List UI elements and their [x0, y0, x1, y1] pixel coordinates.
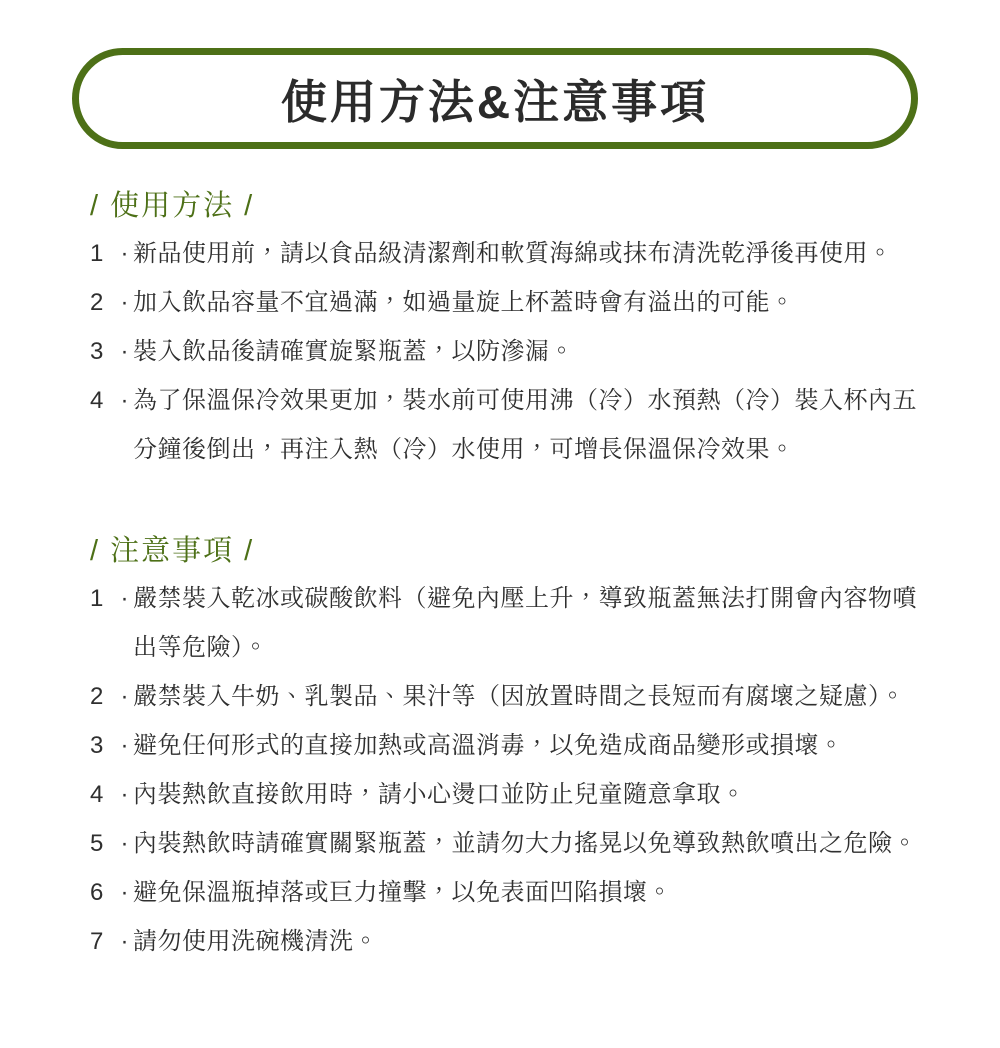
item-bullet: · [120, 289, 129, 316]
item-number: 2 [90, 289, 104, 316]
item-text: 加入飲品容量不宜過滿，如過量旋上杯蓋時會有溢出的可能。 [133, 289, 795, 316]
cautions-list [90, 574, 930, 966]
cautions-section-heading: / 注意事項 / [90, 535, 255, 567]
item-number: 5 [90, 830, 104, 857]
list-item [90, 278, 930, 327]
item-number: 4 [90, 387, 104, 414]
content-area [0, 189, 1000, 966]
item-bullet: · [120, 928, 129, 955]
item-number: 2 [90, 683, 104, 710]
usage-section-heading: / 使用方法 / [90, 190, 255, 222]
title-banner [72, 48, 918, 149]
item-bullet: · [120, 732, 129, 759]
item-text: 避免保溫瓶掉落或巨力撞擊，以免表面凹陷損壞。 [133, 879, 672, 906]
list-item [90, 574, 930, 672]
item-bullet: · [120, 338, 129, 365]
list-item [90, 917, 930, 966]
item-text: 內裝熱飲直接飲用時，請小心燙口並防止兒童隨意拿取。 [133, 781, 746, 808]
item-number: 6 [90, 879, 104, 906]
item-number: 3 [90, 338, 104, 365]
item-bullet: · [120, 585, 129, 612]
item-bullet: · [120, 781, 129, 808]
item-text: 嚴禁裝入乾冰或碳酸飲料（避免內壓上升，導致瓶蓋無法打開會內容物噴出等危險）。 [133, 585, 917, 661]
item-text: 避免任何形式的直接加熱或高溫消毒，以免造成商品變形或損壞。 [133, 732, 844, 759]
item-text: 請勿使用洗碗機清洗。 [133, 928, 378, 955]
item-number: 1 [90, 585, 104, 612]
instructions-page [0, 48, 1000, 1048]
item-text: 裝入飲品後請確實旋緊瓶蓋，以防滲漏。 [133, 338, 574, 365]
usage-list [90, 229, 930, 474]
item-bullet: · [120, 240, 129, 267]
list-item [90, 327, 930, 376]
list-item [90, 229, 930, 278]
item-number: 7 [90, 928, 104, 955]
list-item [90, 819, 930, 868]
item-number: 4 [90, 781, 104, 808]
cautions-section [90, 534, 930, 966]
item-bullet: · [120, 683, 129, 710]
list-item [90, 672, 930, 721]
list-item [90, 770, 930, 819]
item-text: 為了保溫保冷效果更加，裝水前可使用沸（冷）水預熱（冷）裝入杯內五分鐘後倒出，再注入熱（冷）水使用，可增長保溫保冷效果。 [133, 387, 917, 463]
item-text: 嚴禁裝入牛奶、乳製品、果汁等（因放置時間之長短而有腐壞之疑慮）。 [133, 683, 905, 710]
page-title: 使用方法&注意事項 [280, 75, 710, 128]
item-bullet: · [120, 879, 129, 906]
item-bullet: · [120, 830, 129, 857]
list-item [90, 868, 930, 917]
item-text: 新品使用前，請以食品級清潔劑和軟質海綿或抹布清洗乾淨後再使用。 [133, 240, 893, 267]
list-item [90, 721, 930, 770]
usage-section [90, 189, 930, 474]
item-number: 3 [90, 732, 104, 759]
item-number: 1 [90, 240, 104, 267]
list-item [90, 376, 930, 474]
item-bullet: · [120, 387, 129, 414]
item-text: 內裝熱飲時請確實關緊瓶蓋，並請勿大力搖晃以免導致熱飲噴出之危險。 [133, 830, 917, 857]
